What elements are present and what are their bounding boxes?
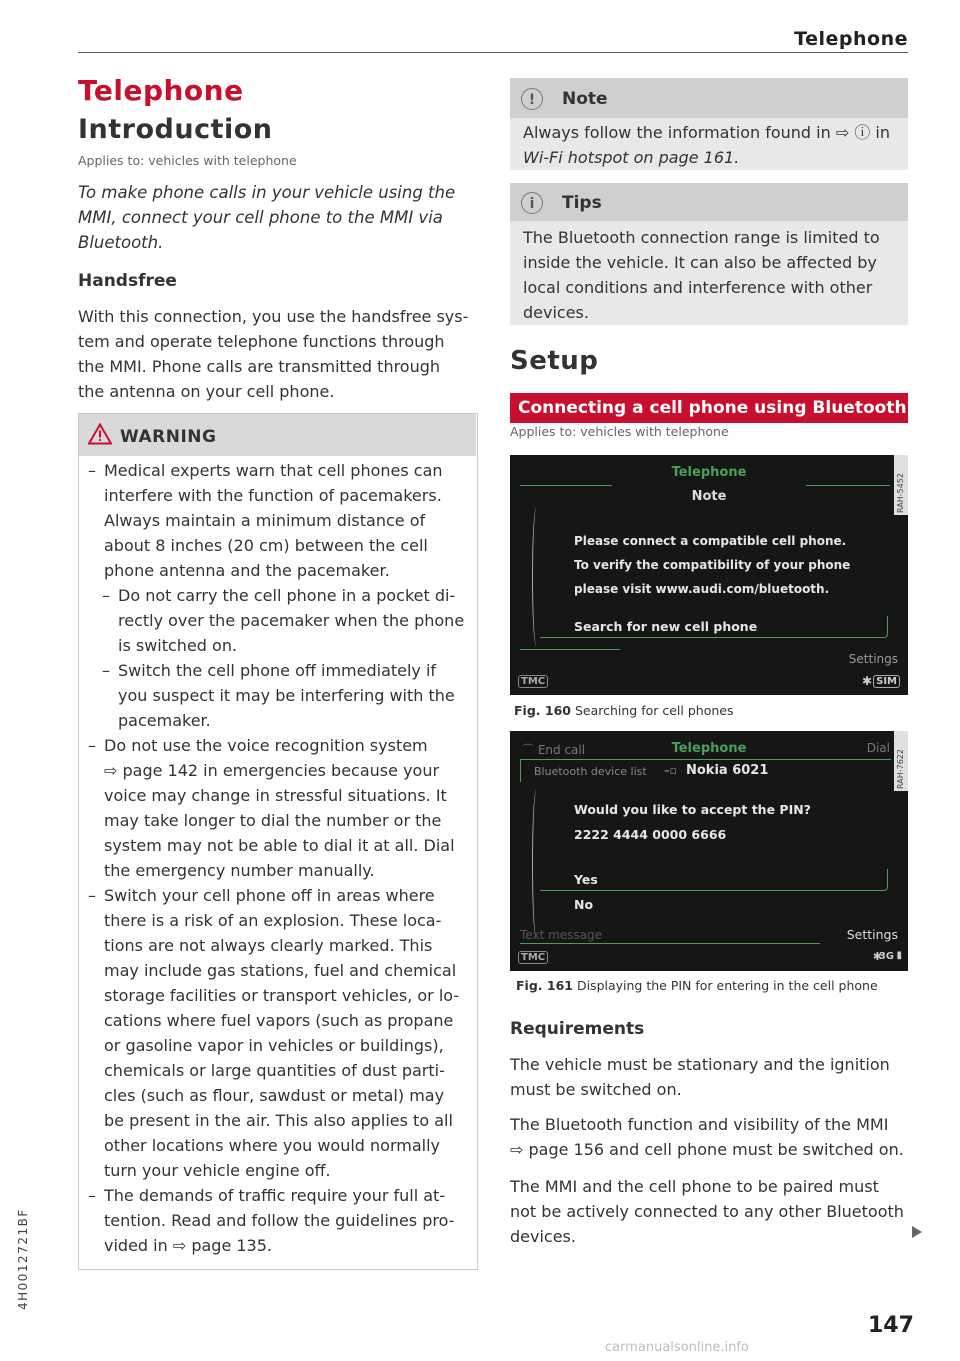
fig160-message: Please connect a compatible cell phone. To verify the compatibility of your phone please visit www.audi.com/bluetooth. bbox=[574, 534, 851, 596]
warning-item: – Switch the cell phone off immediately if you suspect it may be interfering with the pacemaker. bbox=[102, 658, 468, 733]
fig160-tmc-badge: TMC bbox=[518, 675, 548, 688]
warning-item: – Medical experts warn that cell phones can interfere with the function of pacemakers. Always maintain a minimum distance of about 8 inches (20 cm) between the cell phone antenna and the pacemaker. bbox=[88, 458, 468, 583]
fig161-screen bbox=[510, 731, 908, 971]
warning-item: – Do not carry the cell phone in a pocket di- rectly over the pacemaker when the phone is switched on. bbox=[102, 583, 468, 658]
signal-strength-icon: ▮ bbox=[896, 950, 902, 961]
fig160-caption: Fig. 160 Searching for cell phones bbox=[514, 703, 734, 718]
tips-text: The Bluetooth connection range is limited to inside the vehicle. It can also be affected by local conditions and interference with other devices. bbox=[523, 228, 880, 322]
device-name: Nokia 6021 bbox=[686, 763, 769, 778]
applies-to-intro: Applies to: vehicles with telephone bbox=[78, 153, 297, 168]
device-list-label[interactable]: Bluetooth device list bbox=[534, 765, 647, 778]
text-message-button[interactable]: Text message bbox=[520, 928, 603, 942]
handsfree-text: With this connection, you use the handsfree sys- tem and operate telephone functions through the MMI. Phone calls are transmitted through the antenna on your cell phone. bbox=[78, 307, 469, 401]
continue-arrow-icon bbox=[912, 1226, 922, 1238]
chapter-title: Telephone bbox=[78, 74, 244, 107]
warning-item: – Switch your cell phone off in areas where there is a risk of an explosion. These loca- tions are not always clearly marked. This may include gas stations, fuel and chemical storage facilities or transport vehicles, or lo- cations where fuel vapors (such as propane or gasoline vapor in vehicles or buildings), chemicals or large quantities of dust parti- cles (such as flour, sawdust or metal) may be present in the air. This also applies to all other locations where you would normally turn your vehicle engine off. bbox=[88, 883, 468, 1183]
warning-item: – Do not use the voice recognition system ⇨ page 142 in emergencies because your voice may change in stressful situations. It may take longer to dial the number or the system may not be able to dial it at all. Dial the emergency number manually. bbox=[88, 733, 468, 883]
page-number: 147 bbox=[868, 1313, 914, 1338]
fig160-settings[interactable]: Settings bbox=[848, 652, 898, 666]
dial-button[interactable]: Dial bbox=[866, 741, 890, 755]
phone-hangup-icon: ⌒ bbox=[522, 743, 535, 757]
running-head: Telephone bbox=[794, 28, 908, 50]
intro-text: To make phone calls in your vehicle using the MMI, connect your cell phone to the MMI via Bluetooth. bbox=[78, 183, 456, 252]
fig160-footer-line bbox=[520, 649, 620, 650]
pin-yes-button[interactable]: Yes bbox=[540, 869, 888, 891]
fig161-code: RAH-7622 bbox=[896, 749, 905, 789]
connect-heading: Connecting a cell phone using Bluetooth bbox=[510, 393, 908, 423]
requirements-p2: The Bluetooth function and visibility of the MMI ⇨ page 156 and cell phone must be switched on. bbox=[510, 1115, 904, 1159]
fig161-bluetooth-icon: ✱ bbox=[872, 950, 882, 963]
fig160-subheader: Note bbox=[691, 489, 727, 504]
note-text: Always follow the information found in ⇨ ⓘ in Wi-Fi hotspot on page 161. bbox=[523, 123, 891, 167]
fig161-tmc-badge: TMC bbox=[518, 951, 548, 964]
requirements-p3: The MMI and the cell phone to be paired must not be actively connected to any other Bluetooth devices. bbox=[510, 1177, 904, 1246]
top-rule bbox=[78, 52, 908, 53]
fig161-bracket bbox=[532, 789, 541, 939]
fig161-caption: Fig. 161 Displaying the PIN for entering in the cell phone bbox=[516, 978, 878, 993]
fig161-settings[interactable]: Settings bbox=[846, 927, 898, 942]
fig161-header: Telephone bbox=[671, 741, 747, 756]
warning-title: WARNING bbox=[120, 427, 217, 447]
fig160-header-line-right bbox=[806, 485, 890, 486]
fig160-bluetooth-icon: ✱ bbox=[861, 674, 872, 688]
requirements-p1: The vehicle must be stationary and the ignition must be switched on. bbox=[510, 1055, 890, 1099]
fig160-sim-badge: SIM bbox=[873, 675, 900, 688]
tips-info-icon: i bbox=[521, 192, 543, 214]
fig160-header: Telephone bbox=[671, 465, 747, 480]
warning-list bbox=[88, 458, 468, 1258]
tips-title: Tips bbox=[562, 193, 602, 213]
setup-heading: Setup bbox=[510, 346, 599, 376]
document-code: 4H0012721BF bbox=[16, 1208, 30, 1310]
watermark: carmanualsonline.info bbox=[605, 1340, 749, 1355]
warning-item: – The demands of traffic require your full at- tention. Read and follow the guidelines pro- vided in ⇨ page 135. bbox=[88, 1183, 468, 1258]
note-exclamation-icon: ! bbox=[521, 88, 543, 110]
search-new-phone-button[interactable]: Search for new cell phone bbox=[540, 616, 888, 638]
fig160-header-line-left bbox=[520, 485, 612, 486]
fig161-footer-line bbox=[520, 943, 820, 944]
pin-prompt: Would you like to accept the PIN? 2222 4444 0000 6666 bbox=[574, 802, 811, 842]
warning-triangle-icon bbox=[88, 423, 112, 445]
fig161-network-label: 3G bbox=[878, 951, 894, 962]
handsfree-heading: Handsfree bbox=[78, 271, 177, 291]
phone-link-icon: –▫ bbox=[664, 764, 677, 777]
pin-no-button[interactable]: No bbox=[574, 897, 594, 912]
end-call-button[interactable]: ⌒ End call bbox=[522, 743, 586, 757]
note-title: Note bbox=[562, 89, 608, 109]
fig160-screen bbox=[510, 455, 908, 695]
fig160-code: RAH-5452 bbox=[896, 473, 905, 513]
section-title: Introduction bbox=[78, 114, 273, 145]
applies-to-connect: Applies to: vehicles with telephone bbox=[510, 424, 729, 439]
requirements-heading: Requirements bbox=[510, 1019, 645, 1039]
